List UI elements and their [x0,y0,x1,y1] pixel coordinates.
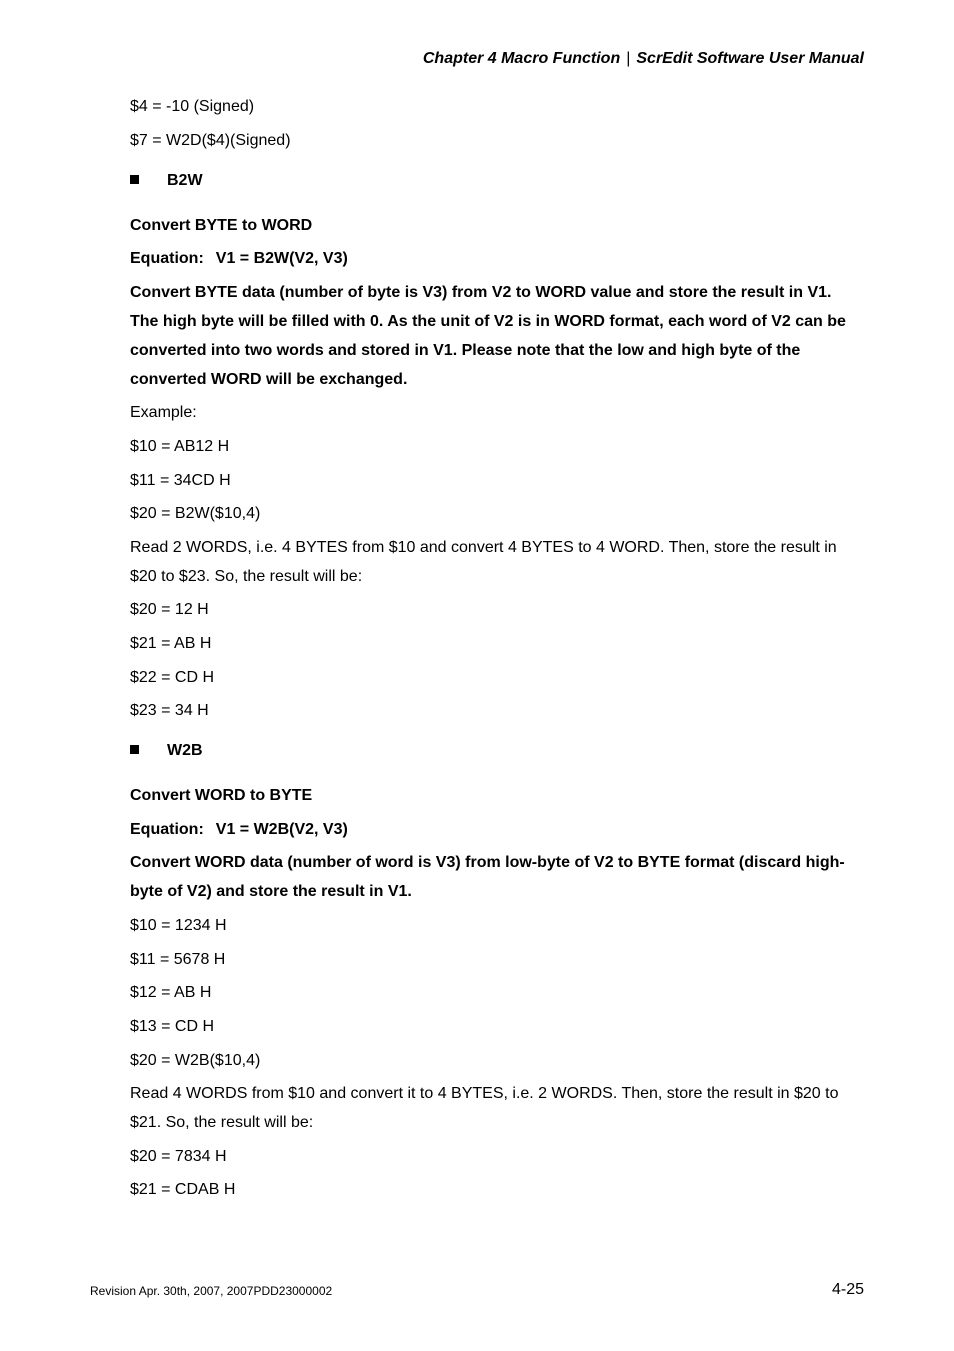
equation-formula: V1 = W2B(V2, V3) [215,821,348,838]
code-line: $10 = 1234 H [130,917,227,934]
explanation-line: Read 2 WORDS, i.e. 4 BYTES from $10 and convert 4 BYTES to 4 WORD. Then, store the result in [130,539,837,556]
explanation-line: $20 to $23. So, the result will be: [130,568,363,585]
section-heading-b2w [130,171,203,191]
equation-line [130,249,348,269]
result-line: $22 = CD H [130,669,215,686]
section-title: Convert BYTE to WORD [130,217,313,234]
code-line: $4 = -10 (Signed) [130,98,255,115]
equation-formula: V1 = B2W(V2, V3) [215,250,348,267]
description-line: The high byte will be filled with 0. As the unit of V2 is in WORD format, each word of V2 can be [130,313,846,330]
result-line: $21 = CDAB H [130,1181,236,1198]
section-title: Convert WORD to BYTE [130,787,313,804]
square-bullet-icon [130,175,139,184]
description-line: converted into two words and stored in V1. Please note that the low and high byte of the [130,342,801,359]
header-separator: | [626,50,631,67]
description-line: byte of V2) and store the result in V1. [130,883,412,900]
page-header [423,50,864,68]
page-number: 4-25 [831,1281,864,1298]
equation-label: Equation: [130,821,204,838]
result-line: $20 = 12 H [130,601,209,618]
code-line: $11 = 5678 H [130,951,226,968]
code-line: $13 = CD H [130,1018,215,1035]
result-line: $23 = 34 H [130,702,209,719]
result-line: $20 = 7834 H [130,1148,227,1165]
header-manual-title: ScrEdit Software User Manual [636,50,864,67]
section-heading-w2b [130,741,203,761]
section-heading-label: W2B [167,742,203,759]
footer-revision: Revision Apr. 30th, 2007, 2007PDD23000002 [90,1284,333,1298]
explanation-line: $21. So, the result will be: [130,1114,314,1131]
description-line: Convert WORD data (number of word is V3) from low-byte of V2 to BYTE format (discard high- [130,854,845,871]
square-bullet-icon [130,745,139,754]
code-line: $20 = B2W($10,4) [130,505,261,522]
equation-line [130,820,348,840]
code-line: $10 = AB12 H [130,438,230,455]
equation-label: Equation: [130,250,204,267]
code-line: $20 = W2B($10,4) [130,1052,261,1069]
example-label: Example: [130,404,197,421]
section-heading-label: B2W [167,172,203,189]
description-line: converted WORD will be exchanged. [130,371,408,388]
code-line: $12 = AB H [130,984,212,1001]
description-line: Convert BYTE data (number of byte is V3) from V2 to WORD value and store the result in V1. [130,284,832,301]
code-line: $7 = W2D($4)(Signed) [130,132,291,149]
result-line: $21 = AB H [130,635,212,652]
header-chapter: Chapter 4 Macro Function [422,50,621,67]
code-line: $11 = 34CD H [130,472,231,489]
explanation-line: Read 4 WORDS from $10 and convert it to 4 BYTES, i.e. 2 WORDS. Then, store the result in $20 to [130,1085,839,1102]
